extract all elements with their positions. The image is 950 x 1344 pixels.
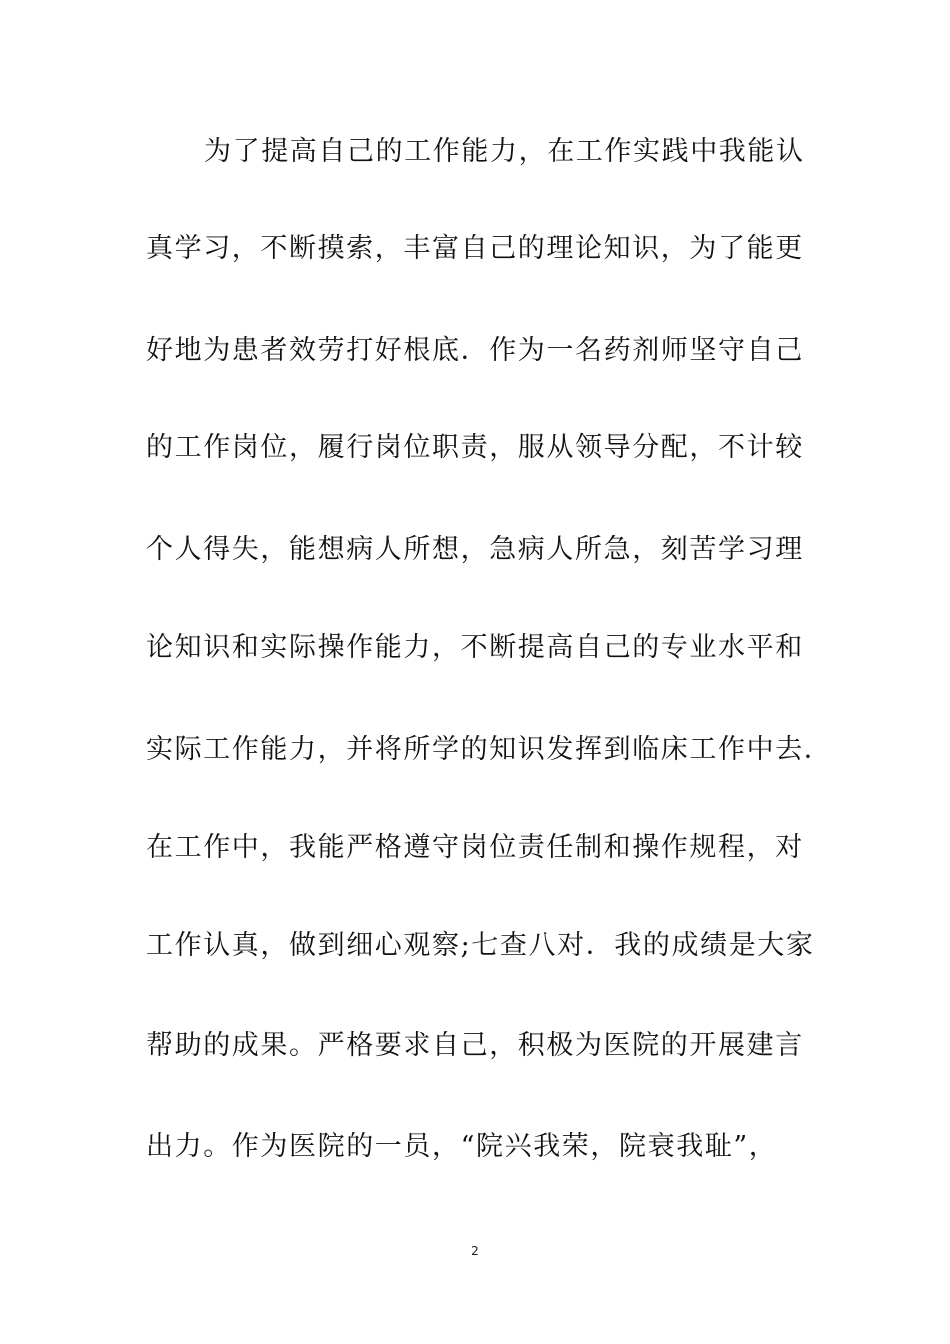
paragraph-line-2: 真学习，不断摸索，丰富自己的理论知识，为了能更 xyxy=(146,233,804,264)
paragraph-line-9: 工作认真，做到细心观察;七查八对．我的成绩是大家 xyxy=(146,930,815,961)
paragraph-line-3: 好地为患者效劳打好根底．作为一名药剂师坚守自己 xyxy=(146,335,804,366)
paragraph-line-6: 论知识和实际操作能力，不断提高自己的专业水平和 xyxy=(146,632,804,663)
page-number: 2 xyxy=(471,1244,479,1258)
paragraph-line-1: 为了提高自己的工作能力，在工作实践中我能认 xyxy=(204,136,805,167)
paragraph-line-11: 出力。作为医院的一员，“院兴我荣，院衰我耻”， xyxy=(146,1131,778,1162)
paragraph-line-4: 的工作岗位，履行岗位职责，服从领导分配，不计较 xyxy=(146,432,804,463)
paragraph-line-7: 实际工作能力，并将所学的知识发挥到临床工作中去． xyxy=(146,734,833,765)
paragraph-line-10: 帮助的成果。严格要求自己，积极为医院的开展建言 xyxy=(146,1030,804,1061)
paragraph-line-8: 在工作中，我能严格遵守岗位责任制和操作规程，对 xyxy=(146,832,804,863)
paragraph-line-5: 个人得失，能想病人所想，急病人所急，刻苦学习理 xyxy=(146,534,804,565)
